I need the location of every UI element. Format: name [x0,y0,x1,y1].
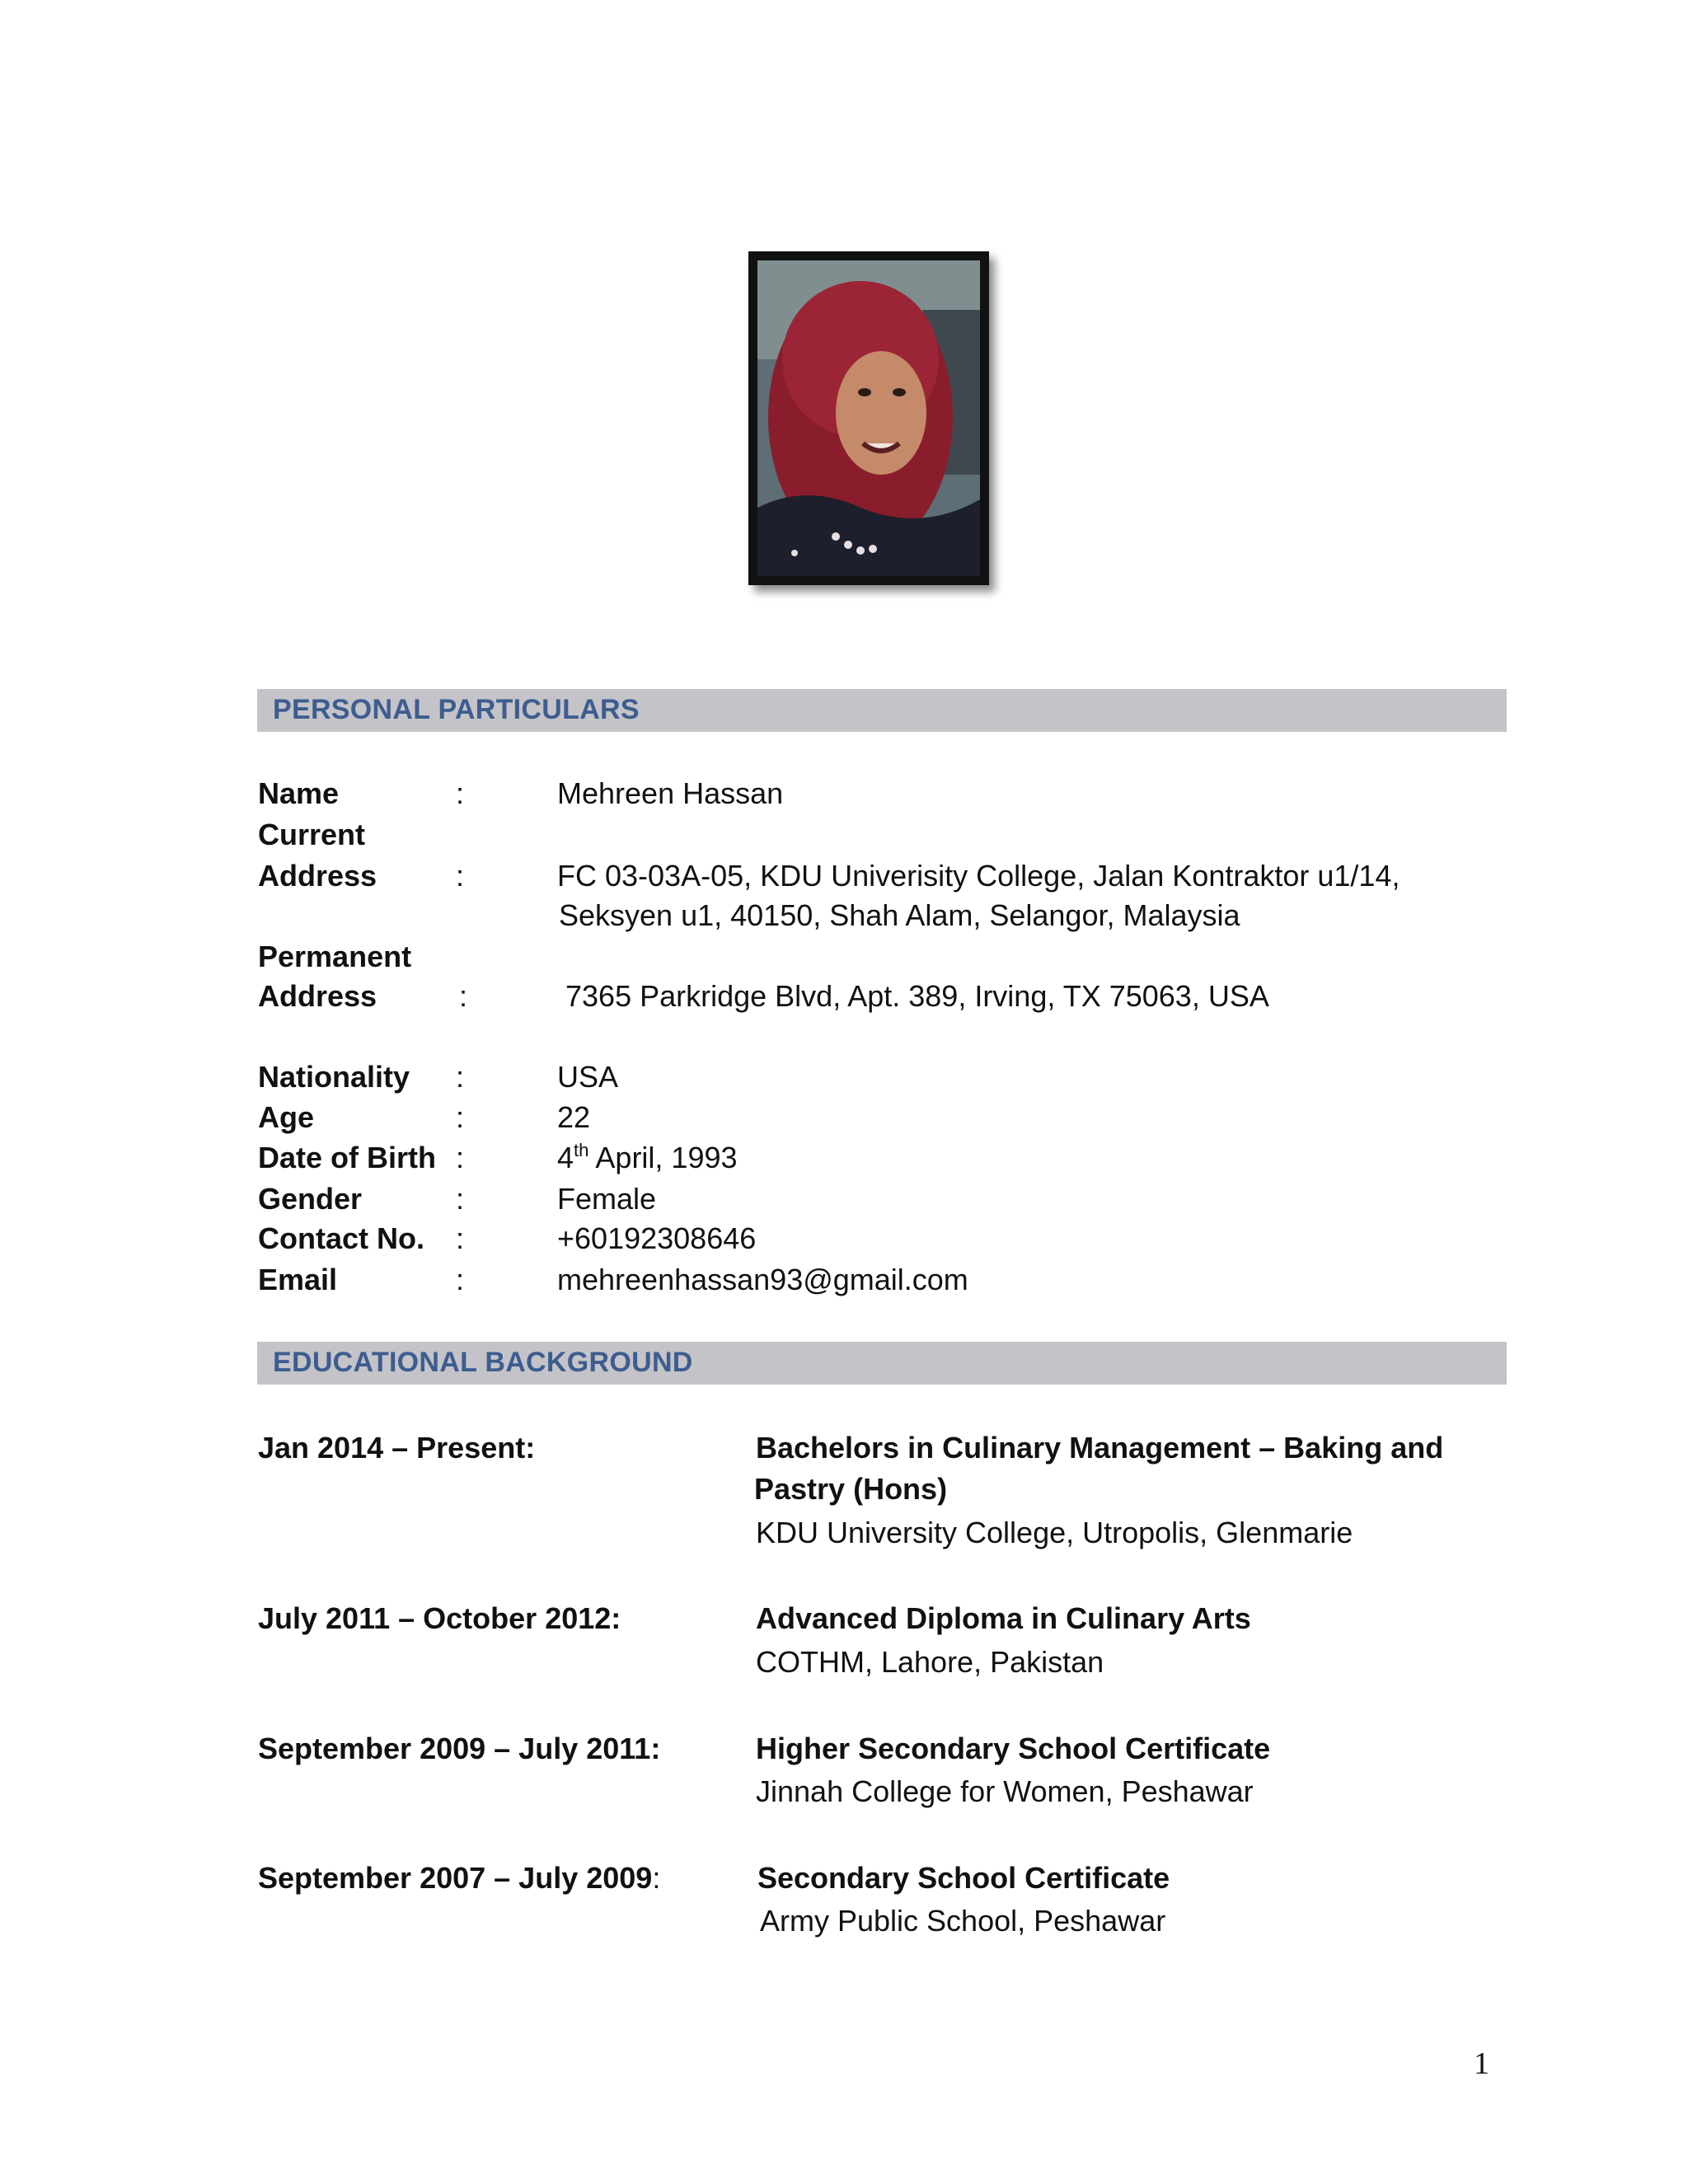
separator: : [456,1060,465,1094]
gender-value: Female [557,1182,657,1216]
personal-particulars-header [257,689,1507,732]
separator: : [456,1141,465,1174]
education-institution: COTHM, Lahore, Pakistan [756,1645,1104,1679]
age-value: 22 [557,1100,591,1134]
separator: : [456,1263,465,1296]
permanent-address-value: 7365 Parkridge Blvd, Apt. 389, Irving, TX 75063, USA [565,979,1269,1013]
nationality-label: Nationality [258,1060,410,1094]
education-title: Bachelors in Culinary Management – Baking and [756,1431,1444,1465]
name-value: Mehreen Hassan [557,776,784,810]
profile-photo-frame [748,251,989,585]
separator: : [459,979,468,1013]
educational-background-header [257,1342,1507,1385]
name-label: Name [258,776,340,810]
current-address-line-2: Seksyen u1, 40150, Shah Alam, Selangor, Malaysia [559,898,1240,932]
education-period-text: September 2007 – July 2009 [258,1861,653,1895]
dob-label: Date of Birth [258,1141,436,1174]
education-institution: Army Public School, Peshawar [760,1904,1166,1938]
profile-photo [757,260,980,576]
page-number: 1 [1474,2046,1489,2081]
email-label: Email [258,1263,338,1296]
contact-value: +60192308646 [557,1221,757,1255]
current-address-label-2: Address [258,859,377,893]
current-address-label: Current [258,818,366,851]
dob-value [557,1141,738,1175]
permanent-address-label: Permanent [258,940,412,973]
separator: : [456,859,465,893]
section-title: EDUCATIONAL BACKGROUND [273,1347,693,1378]
education-title: Advanced Diploma in Culinary Arts [756,1601,1251,1635]
education-title: Higher Secondary School Certificate [756,1732,1271,1765]
education-period: September 2009 – July 2011: [258,1732,661,1765]
separator: : [456,1182,465,1216]
education-period [258,1861,660,1896]
dob-day: 4 [557,1141,574,1174]
contact-label: Contact No. [258,1221,424,1255]
section-title: PERSONAL PARTICULARS [273,694,640,725]
education-title-line-2: Pastry (Hons) [754,1472,948,1506]
separator: : [456,1100,465,1134]
age-label: Age [258,1100,315,1134]
education-period-colon: : [652,1861,661,1895]
education-period: July 2011 – October 2012: [258,1601,621,1635]
education-institution: KDU University College, Utropolis, Glenmarie [756,1516,1353,1549]
education-period: Jan 2014 – Present: [258,1431,536,1465]
nationality-value: USA [557,1060,619,1094]
separator: : [456,1221,465,1255]
dob-month-year: April, 1993 [588,1141,738,1174]
portrait-illustration [757,260,980,576]
education-title: Secondary School Certificate [757,1861,1170,1895]
permanent-address-label-2: Address [258,979,377,1013]
separator: : [456,776,465,810]
current-address-line-1: FC 03-03A-05, KDU Univerisity College, Jalan Kontraktor u1/14, [557,859,1400,893]
education-institution: Jinnah College for Women, Peshawar [756,1774,1254,1808]
gender-label: Gender [258,1182,363,1216]
email-value: mehreenhassan93@gmail.com [557,1263,968,1296]
dob-ordinal: th [574,1140,589,1160]
